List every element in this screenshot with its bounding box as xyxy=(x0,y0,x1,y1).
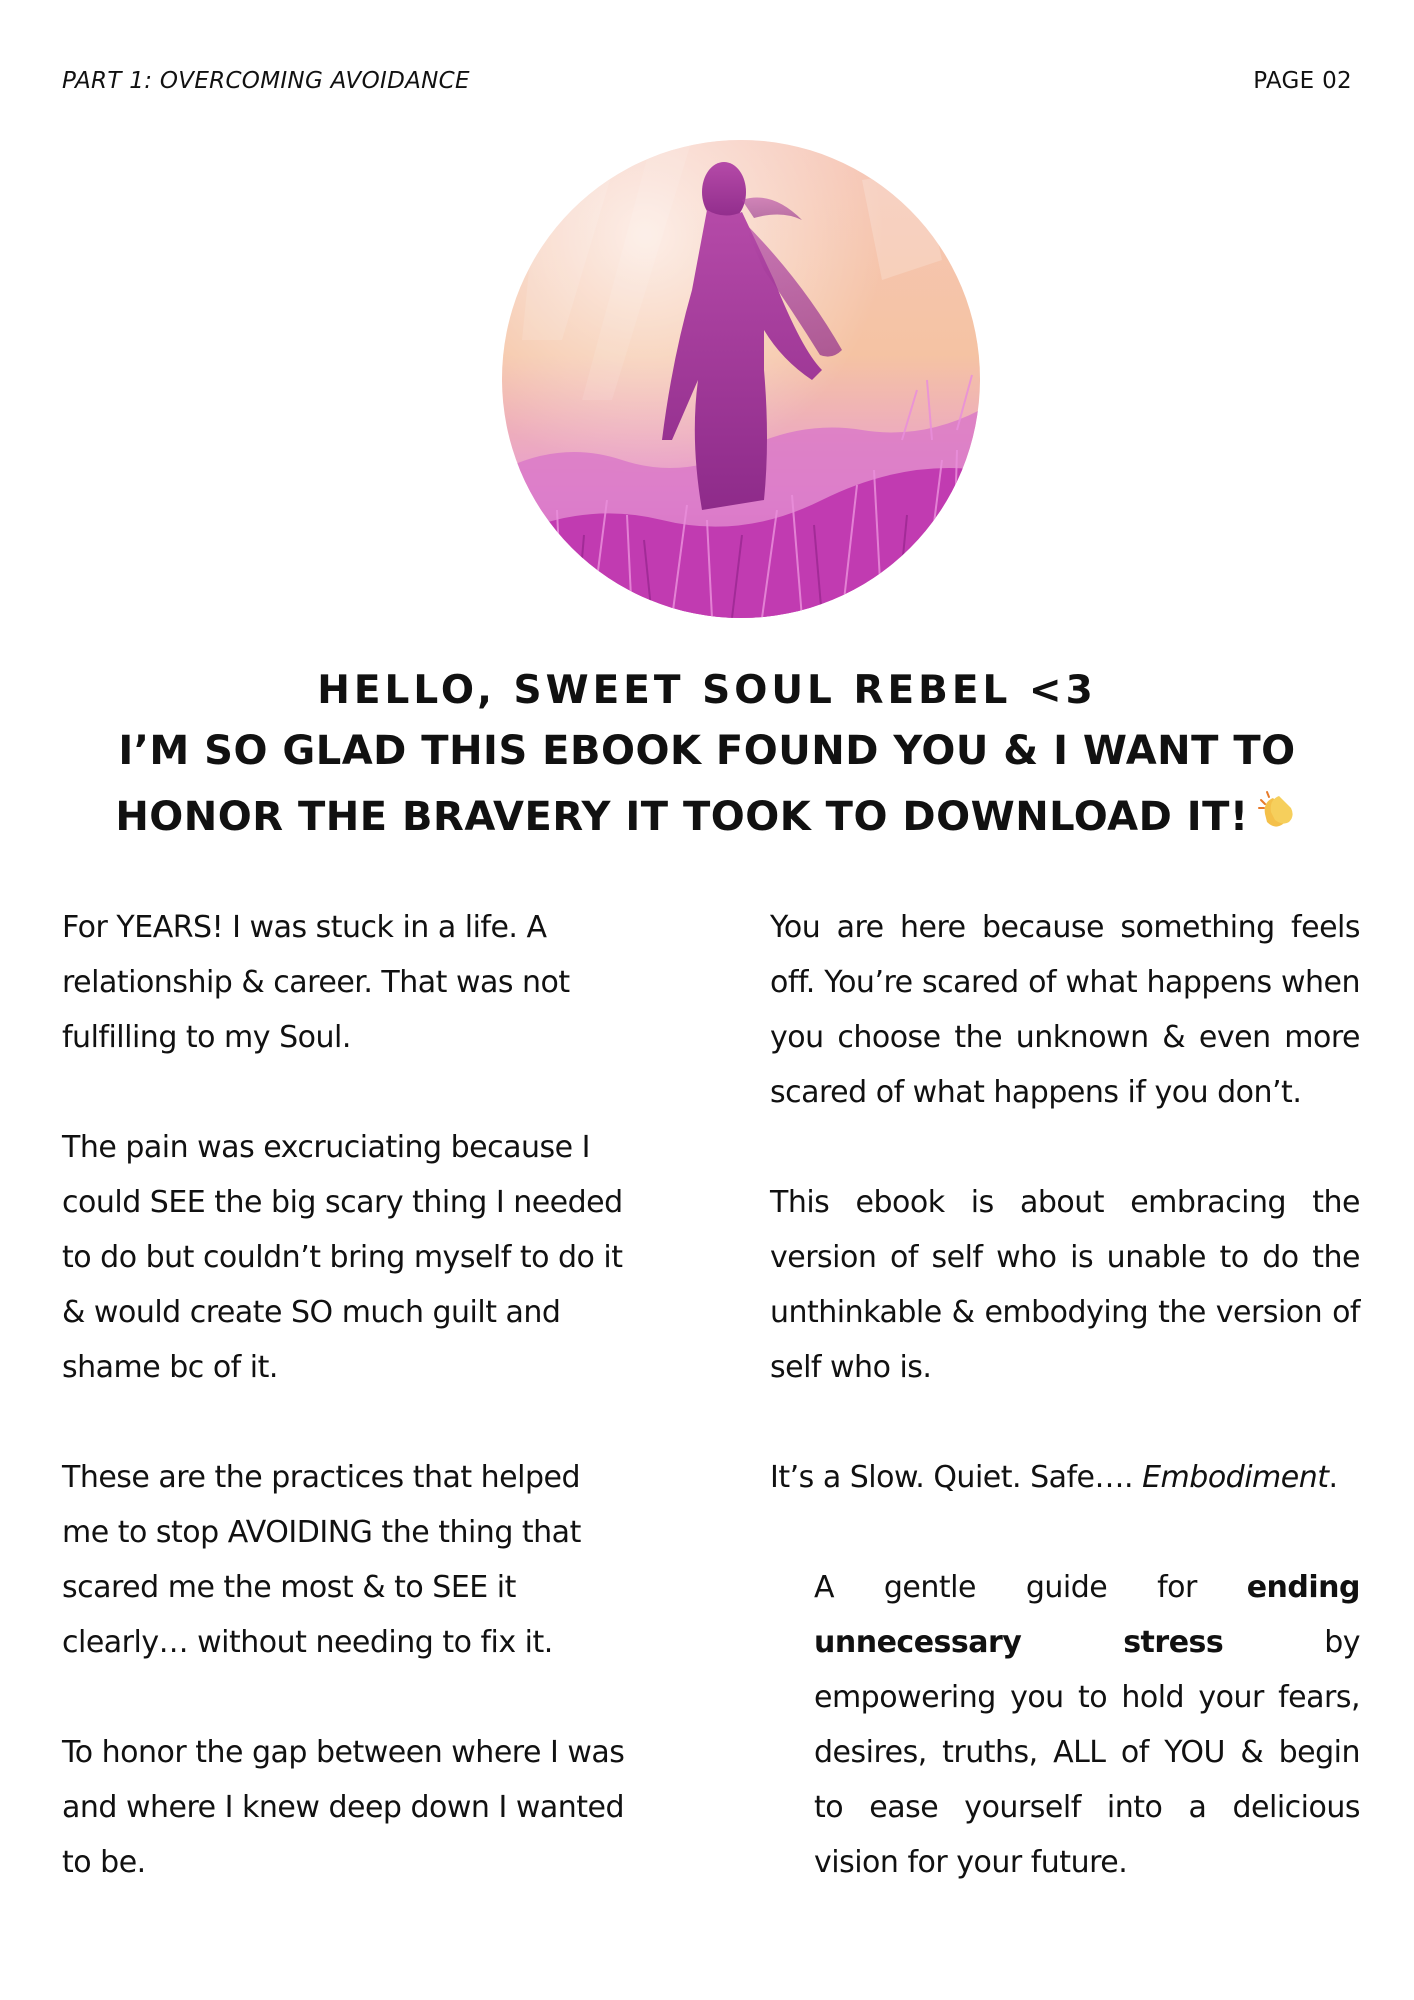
right-column xyxy=(770,900,1360,1890)
paragraph: To honor the gap between where I was and where I knew deep down I wanted to be. xyxy=(62,1735,625,1880)
clapping-hands-icon xyxy=(1255,788,1299,842)
subheading-line-2 xyxy=(0,792,1414,846)
paragraph: For YEARS! I was stuck in a life. A relationship & career. That was not fulfilling to my Soul. xyxy=(62,910,570,1055)
paragraph-text: It’s a Slow. Quiet. Safe…. xyxy=(770,1460,1143,1495)
paragraph: You are here because something feels off. You’re scared of what happens when you choose the unknown & even more scared of what happens if you don’t. xyxy=(770,910,1360,1110)
paragraph-text: by empowering you to hold your fears, desires, truths, ALL of YOU & begin to ease yourself into a delicious vision for your future. xyxy=(814,1625,1360,1880)
subheading-line-1: I’M SO GLAD THIS EBOOK FOUND YOU & I WANT TO xyxy=(118,728,1296,774)
left-column xyxy=(62,900,634,1890)
paragraph xyxy=(770,1450,1360,1505)
subheading-line-2-text: HONOR THE BRAVERY IT TOOK TO DOWNLOAD IT! xyxy=(115,794,1249,840)
section-label: PART 1: OVERCOMING AVOIDANCE xyxy=(62,68,470,94)
paragraph-text: . xyxy=(1328,1460,1338,1495)
paragraph: The pain was excruciating because I could SEE the big scary thing I needed to do but couldn’t bring myself to do it & would create SO much guilt and shame bc of it. xyxy=(62,1130,623,1385)
paragraph: These are the practices that helped me to stop AVOIDING the thing that scared me the most & to SEE it clearly… without needing to fix it. xyxy=(62,1460,581,1660)
page-number: PAGE 02 xyxy=(1253,68,1352,94)
paragraph-text: A gentle guide for xyxy=(814,1570,1247,1605)
greeting-heading: HELLO, SWEET SOUL REBEL <3 xyxy=(317,668,1097,713)
paragraph: This ebook is about embracing the version of self who is unable to do the unthinkable & embodying the version of self who is. xyxy=(770,1185,1360,1385)
bold-text: ending unnecessary stress xyxy=(814,1570,1360,1660)
hero-image xyxy=(502,140,980,618)
paragraph xyxy=(770,1560,1360,1890)
emphasis-text: Embodiment xyxy=(1142,1460,1329,1495)
